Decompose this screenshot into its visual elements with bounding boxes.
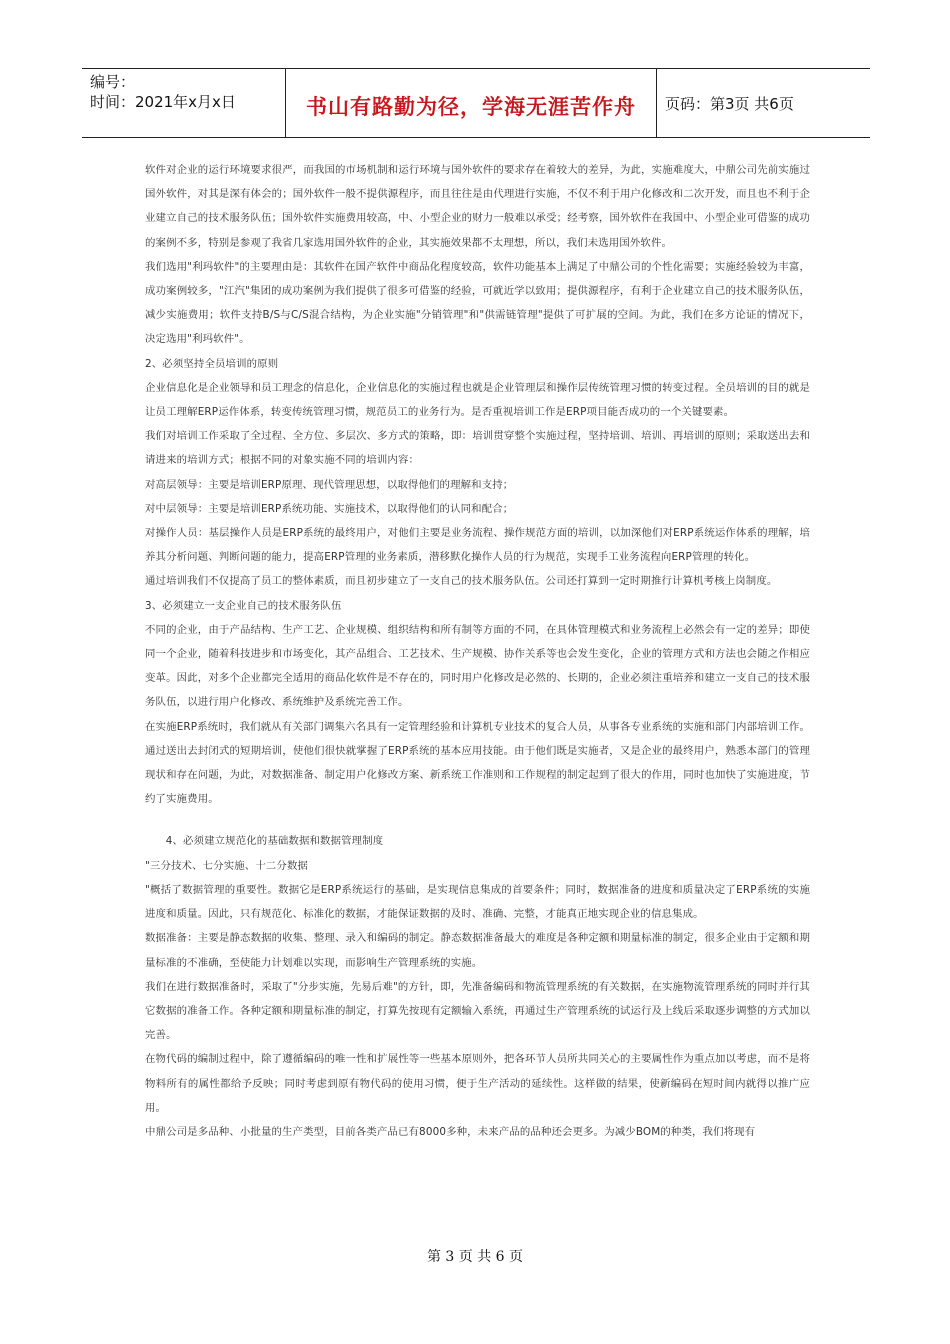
page-footer: 第 3 页 共 6 页	[426, 1249, 524, 1265]
body-paragraph: 对高层领导：主要是培训ERP原理、现代管理思想，以取得他们的理解和支持；	[145, 478, 514, 491]
header-motto-cell	[286, 69, 657, 137]
body-paragraph: 我们对培训工作采取了全过程、全方位、多层次、多方式的策略，即：培训贯穿整个实施过程，坚持培训、培训、再培训的原则；采取送出去和请进来的培训方式；根据不同的对象实施不同的培训内容：	[145, 430, 810, 467]
body-paragraph: 我们在进行数据准备时，采取了"分步实施，先易后难"的方针，即，先准备编码和物流管理系统的有关数据，在实施物流管理系统的同时并行其它数据的准备工作。各种定额和期量标准的制定，打算先按现有定额输入系统，再通过生产管理系统的试运行及上线后采取逐步调整的方式加以完善。	[145, 980, 810, 1042]
header-page-cell	[657, 69, 870, 137]
header-motto: 书山有路勤为径，学海无涯苦作舟	[306, 95, 636, 119]
body-paragraph: 通过培训我们不仅提高了员工的整体素质，而且初步建立了一支自己的技术服务队伍。公司还打算到一定时期推行计算机考核上岗制度。	[145, 575, 778, 588]
section-heading: 4、必须建立规范化的基础数据和数据管理制度	[145, 835, 384, 848]
document-number-label: 编号：	[90, 73, 136, 91]
body-paragraph: 对操作人员：基层操作人员是ERP系统的最终用户，对他们主要是业务流程、操作规范方面的培训，以加深他们对ERP系统运作体系的理解，培养其分析问题、判断问题的能力，提高ERP管理的业务素质，潜移默化操作人员的行为规范，实现手工业务流程向ERP管理的转化。	[145, 527, 810, 564]
body-paragraph: 对中层领导：主要是培训ERP系统功能、实施技术，以取得他们的认同和配合；	[145, 502, 514, 515]
body-paragraph: 在实施ERP系统时，我们就从有关部门调集六名具有一定管理经验和计算机专业技术的复合人员，从事各专业系统的实施和部门内部培训工作。通过送出去封闭式的短期培训，使他们很快就掌握了ERP系统的基本应用技能。由于他们既是实施者，又是企业的最终用户，熟悉本部门的管理现状和存在问题，为此，对数据准备、制定用户化修改方案、新系统工作准则和工作规程的制定起到了很大的作用，同时也加快了实施进度，节约了实施费用。	[145, 720, 810, 806]
body-paragraph: 不同的企业，由于产品结构、生产工艺、企业规模、组织结构和所有制等方面的不同，在具体管理模式和业务流程上必然会有一定的差异；即使同一个企业，随着科技进步和市场变化，其产品组合、工艺技术、生产规模、协作关系等也会发生变化，企业的管理方式和方法也会随之作相应变革。因此，对多个企业都完全适用的商品化软件是不存在的，同时用户化修改是必然的、长期的，企业必须注重培养和建立一支自己的技术服务队伍，以进行用户化修改、系统维护及系统完善工作。	[145, 623, 810, 709]
body-paragraph: 数据准备：主要是静态数据的收集、整理、录入和编码的制定。静态数据准备最大的难度是各种定额和期量标准的制定，很多企业由于定额和期量标准的不准确，至使能力计划难以实现，而影响生产管理系统的实施。	[145, 932, 810, 969]
document-header	[82, 68, 870, 138]
document-body	[145, 158, 810, 1144]
header-page-code: 页码：第3页 共6页	[665, 95, 794, 113]
body-paragraph: 企业信息化是企业领导和员工理念的信息化，企业信息化的实施过程也就是企业管理层和操作层传统管理习惯的转变过程。全员培训的目的就是让员工理解ERP运作体系，转变传统管理习惯，规范员工的业务行为。是否重视培训工作是ERP项目能否成功的一个关键要素。	[145, 381, 810, 419]
header-info-cell	[82, 69, 286, 137]
body-paragraph: 软件对企业的运行环境要求很严，而我国的市场机制和运行环境与国外软件的要求存在着较大的差异，为此，实施难度大，中鼎公司先前实施过国外软件，对其是深有体会的；国外软件一般不提供源程序，而且往往是由代理进行实施，不仅不利于用户化修改和二次开发，而且也不利于企业建立自己的技术服务队伍；国外软件实施费用较高，中、小型企业的财力一般难以承受；经考察，国外软件在我国中、小型企业可借鉴的成功的案例不多，特别是参观了我省几家选用国外软件的企业，其实施效果都不太理想，所以，我们未选用国外软件。	[145, 164, 810, 249]
body-paragraph: 我们选用"利玛软件"的主要理由是：其软件在国产软件中商品化程度较高，软件功能基本上满足了中鼎公司的个性化需要；实施经验较为丰富，成功案例较多，"江汽"集团的成功案例为我们提供了很多可借鉴的经验，可就近学以致用；提供源程序，有利于企业建立自己的技术服务队伍，减少实施费用；软件支持B/S与C/S混合结构，为企业实施"分销管理"和"供需链管理"提供了可扩展的空间。为此，我们在多方论证的情况下，决定选用"利玛软件"。	[145, 260, 810, 346]
body-paragraph: "概括了数据管理的重要性。数据它是ERP系统运行的基础，是实现信息集成的首要条件；同时，数据准备的进度和质量决定了ERP系统的实施进度和质量。因此，只有规范化、标准化的数据，才能保证数据的及时、准确、完整，才能真正地实现企业的信息集成。	[145, 883, 810, 921]
section-heading: 3、必须建立一支企业自己的技术服务队伍	[145, 599, 342, 612]
document-time-label: 时间：2021年x月x日	[90, 93, 236, 111]
body-paragraph: 在物代码的编制过程中，除了遵循编码的唯一性和扩展性等一些基本原则外，把各环节人员所共同关心的主要属性作为重点加以考虑，而不是将物料所有的属性都给予反映；同时考虑到原有物代码的使用习惯，便于生产活动的延续性。这样做的结果，使新编码在短时间内就得以推广应用。	[145, 1053, 810, 1114]
body-paragraph: 中鼎公司是多品种、小批量的生产类型，目前各类产品已有8000多种，未来产品的品种还会更多。为减少BOM的种类，我们将现有	[145, 1125, 756, 1138]
body-paragraph: "三分技术、七分实施、十二分数据	[145, 859, 309, 872]
section-heading: 2、必须坚持全员培训的原则	[145, 357, 279, 370]
